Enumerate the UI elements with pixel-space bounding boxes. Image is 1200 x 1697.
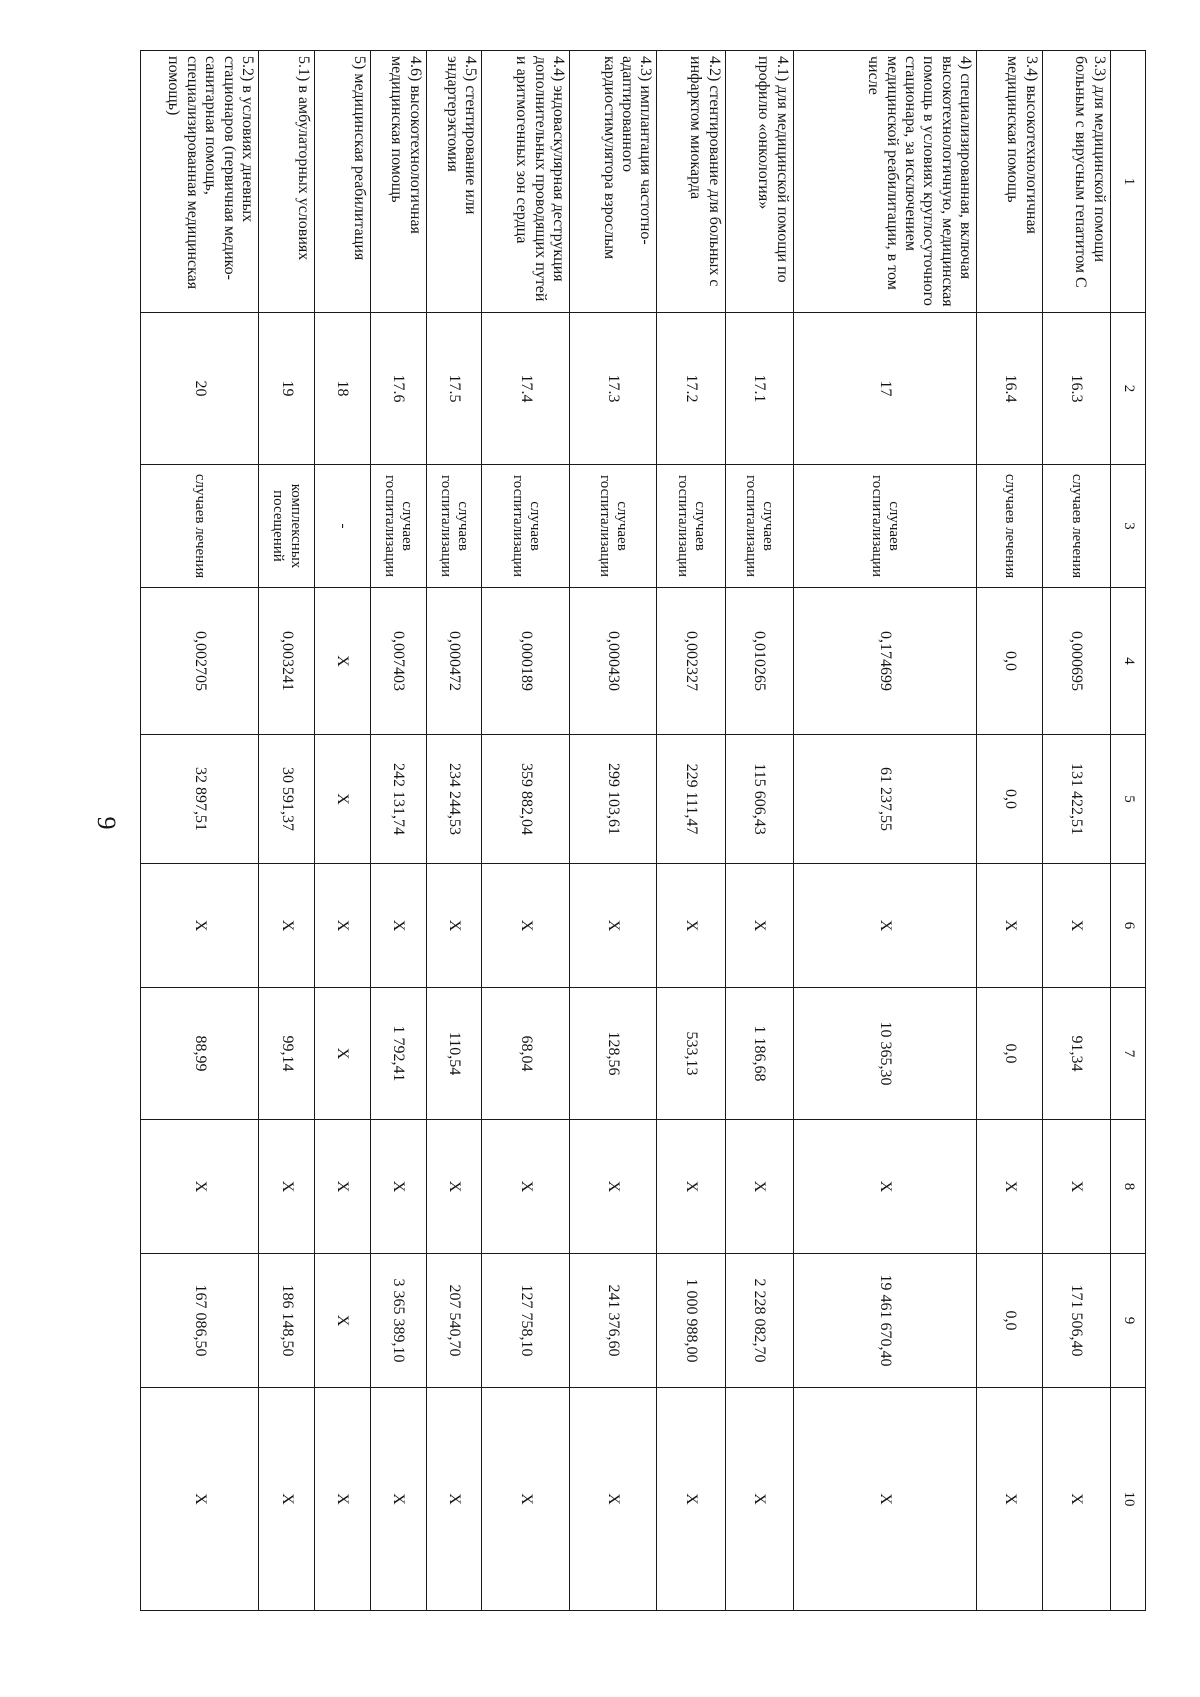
volume-norm: 0,000472 <box>426 588 482 735</box>
cell-col-7: 128,56 <box>570 988 658 1120</box>
table-row <box>141 51 259 1611</box>
cell-col-10: X <box>657 1388 725 1611</box>
cell-col-10: X <box>793 1388 977 1611</box>
cell-col-8: X <box>977 1120 1043 1254</box>
table-row <box>314 51 370 1611</box>
cell-col-7: 68,04 <box>482 988 570 1120</box>
unit-of-measure: случаев госпитализации <box>725 465 793 588</box>
cell-col-8: X <box>370 1120 426 1254</box>
cell-col-8: X <box>1042 1120 1110 1254</box>
cell-col-8: X <box>725 1120 793 1254</box>
cost-norm: 229 111,47 <box>657 735 725 864</box>
unit-of-measure: случаев лечения <box>1042 465 1110 588</box>
cell-col-9: 171 506,40 <box>1042 1254 1110 1388</box>
cell-col-7: 1 792,41 <box>370 988 426 1120</box>
cell-col-8: X <box>482 1120 570 1254</box>
cell-col-8: X <box>141 1120 259 1254</box>
row-label: 3.3) для медицинской помощи больным с вирусным гепатитом С <box>1042 51 1110 313</box>
column-header: 9 <box>1110 1254 1145 1388</box>
column-header: 6 <box>1110 864 1145 988</box>
cell-col-10: X <box>482 1388 570 1611</box>
cell-col-9: 1 000 988,00 <box>657 1254 725 1388</box>
table-row <box>725 51 793 1611</box>
row-label: 4.4) эндоваскулярная деструкция дополнительных проводящих путей и аритмогенных зон сердца <box>482 51 570 313</box>
row-label: 4.5) стентирование или эндартерэктомия <box>426 51 482 313</box>
cell-col-7: 0,0 <box>977 988 1043 1120</box>
row-label: 5) медицинская реабилитация <box>314 51 370 313</box>
row-line-number: 20 <box>141 313 259 465</box>
cell-col-7: 10 365,30 <box>793 988 977 1120</box>
cell-col-10: X <box>977 1388 1043 1611</box>
row-line-number: 16.3 <box>1042 313 1110 465</box>
cost-norm: X <box>314 735 370 864</box>
page-number: 9 <box>92 816 121 830</box>
volume-norm: 0,010265 <box>725 588 793 735</box>
volume-norm: 0,007403 <box>370 588 426 735</box>
table-row <box>1042 51 1110 1611</box>
cell-col-7: 533,13 <box>657 988 725 1120</box>
volume-norm: 0,002705 <box>141 588 259 735</box>
cell-col-8: X <box>793 1120 977 1254</box>
column-header: 5 <box>1110 735 1145 864</box>
unit-of-measure: случаев лечения <box>977 465 1043 588</box>
row-label: 3.4) высокотехнологичная медицинская помощь <box>977 51 1043 313</box>
cell-col-6: X <box>793 864 977 988</box>
cell-col-6: X <box>977 864 1043 988</box>
cell-col-6: X <box>141 864 259 988</box>
volume-norm: X <box>314 588 370 735</box>
cell-col-10: X <box>1042 1388 1110 1611</box>
row-line-number: 17.6 <box>370 313 426 465</box>
table-row <box>657 51 725 1611</box>
cost-norm: 61 237,55 <box>793 735 977 864</box>
cell-col-10: X <box>370 1388 426 1611</box>
row-line-number: 18 <box>314 313 370 465</box>
cell-col-9: 127 758,10 <box>482 1254 570 1388</box>
cell-col-6: X <box>482 864 570 988</box>
row-line-number: 17.3 <box>570 313 658 465</box>
column-header: 3 <box>1110 465 1145 588</box>
volume-norm: 0,000695 <box>1042 588 1110 735</box>
cell-col-9: 0,0 <box>977 1254 1043 1388</box>
column-header: 8 <box>1110 1120 1145 1254</box>
unit-of-measure: случаев госпитализации <box>370 465 426 588</box>
volume-norm: 0,003241 <box>258 588 314 735</box>
cost-norm: 32 897,51 <box>141 735 259 864</box>
cell-col-7: 99,14 <box>258 988 314 1120</box>
row-label: 5.2) в условиях дневных стационаров (первичная медико-санитарная помощь, специализированная медицинская помощь) <box>141 51 259 313</box>
row-label: 4.6) высокотехнологичная медицинская помощь <box>370 51 426 313</box>
volume-norm: 0,000430 <box>570 588 658 735</box>
cost-norm: 131 422,51 <box>1042 735 1110 864</box>
cell-col-10: X <box>426 1388 482 1611</box>
volume-norm: 0,002327 <box>657 588 725 735</box>
column-header: 1 <box>1110 51 1145 313</box>
unit-of-measure: случаев лечения <box>141 465 259 588</box>
row-label: 4) специализированная, включая высокотехнологичную, медицинская помощь в условиях круглосуточного стационара, за исключением медицинской реабилитации, в том числе <box>793 51 977 313</box>
table-row <box>793 51 977 1611</box>
cell-col-10: X <box>570 1388 658 1611</box>
cell-col-6: X <box>314 864 370 988</box>
cell-col-9: 2 228 082,70 <box>725 1254 793 1388</box>
table-row <box>570 51 658 1611</box>
column-header: 4 <box>1110 588 1145 735</box>
cell-col-6: X <box>657 864 725 988</box>
unit-of-measure: случаев госпитализации <box>426 465 482 588</box>
unit-of-measure: случаев госпитализации <box>793 465 977 588</box>
cell-col-8: X <box>426 1120 482 1254</box>
cell-col-6: X <box>258 864 314 988</box>
row-label: 4.1) для медицинской помощи по профилю «онкология» <box>725 51 793 313</box>
volume-norm: 0,174699 <box>793 588 977 735</box>
cell-col-9: 3 365 389,10 <box>370 1254 426 1388</box>
cost-norm: 0,0 <box>977 735 1043 864</box>
cell-col-7: 88,99 <box>141 988 259 1120</box>
row-line-number: 17.5 <box>426 313 482 465</box>
cell-col-6: X <box>426 864 482 988</box>
cell-col-8: X <box>314 1120 370 1254</box>
data-table <box>140 50 1146 1611</box>
cell-col-7: X <box>314 988 370 1120</box>
row-line-number: 17 <box>793 313 977 465</box>
volume-norm: 0,0 <box>977 588 1043 735</box>
cell-col-6: X <box>370 864 426 988</box>
cell-col-7: 1 186,68 <box>725 988 793 1120</box>
cost-norm: 30 591,37 <box>258 735 314 864</box>
cost-norm: 359 882,04 <box>482 735 570 864</box>
cell-col-10: X <box>141 1388 259 1611</box>
cost-norm: 242 131,74 <box>370 735 426 864</box>
table-container <box>140 50 1146 1610</box>
table-row <box>426 51 482 1611</box>
cell-col-9: 167 086,50 <box>141 1254 259 1388</box>
table-row <box>482 51 570 1611</box>
cell-col-8: X <box>258 1120 314 1254</box>
table-row <box>258 51 314 1611</box>
row-line-number: 17.4 <box>482 313 570 465</box>
cell-col-10: X <box>725 1388 793 1611</box>
cost-norm: 234 244,53 <box>426 735 482 864</box>
cell-col-9: X <box>314 1254 370 1388</box>
cell-col-8: X <box>570 1120 658 1254</box>
unit-of-measure: комплексных посещений <box>258 465 314 588</box>
table-row <box>977 51 1043 1611</box>
cost-norm: 299 103,61 <box>570 735 658 864</box>
cell-col-6: X <box>1042 864 1110 988</box>
cell-col-6: X <box>570 864 658 988</box>
cell-col-7: 91,34 <box>1042 988 1110 1120</box>
cell-col-9: 241 376,60 <box>570 1254 658 1388</box>
row-label: 4.3) имплантация частотно-адаптированного кардиостимулятора взрослым <box>570 51 658 313</box>
column-header-row <box>1110 51 1145 1611</box>
cell-col-10: X <box>314 1388 370 1611</box>
row-line-number: 16.4 <box>977 313 1043 465</box>
unit-of-measure: случаев госпитализации <box>570 465 658 588</box>
unit-of-measure: случаев госпитализации <box>482 465 570 588</box>
unit-of-measure: случаев госпитализации <box>657 465 725 588</box>
unit-of-measure: - <box>314 465 370 588</box>
table-row <box>370 51 426 1611</box>
row-label: 4.2) стентирование для больных с инфарктом миокарда <box>657 51 725 313</box>
row-label: 5.1) в амбулаторных условиях <box>258 51 314 313</box>
column-header: 2 <box>1110 313 1145 465</box>
cell-col-9: 207 540,70 <box>426 1254 482 1388</box>
row-line-number: 19 <box>258 313 314 465</box>
column-header: 7 <box>1110 988 1145 1120</box>
cell-col-6: X <box>725 864 793 988</box>
cell-col-8: X <box>657 1120 725 1254</box>
cell-col-7: 110,54 <box>426 988 482 1120</box>
cell-col-9: 186 148,50 <box>258 1254 314 1388</box>
volume-norm: 0,000189 <box>482 588 570 735</box>
column-header: 10 <box>1110 1388 1145 1611</box>
cell-col-9: 19 461 670,40 <box>793 1254 977 1388</box>
row-line-number: 17.2 <box>657 313 725 465</box>
cell-col-10: X <box>258 1388 314 1611</box>
cost-norm: 115 606,43 <box>725 735 793 864</box>
row-line-number: 17.1 <box>725 313 793 465</box>
